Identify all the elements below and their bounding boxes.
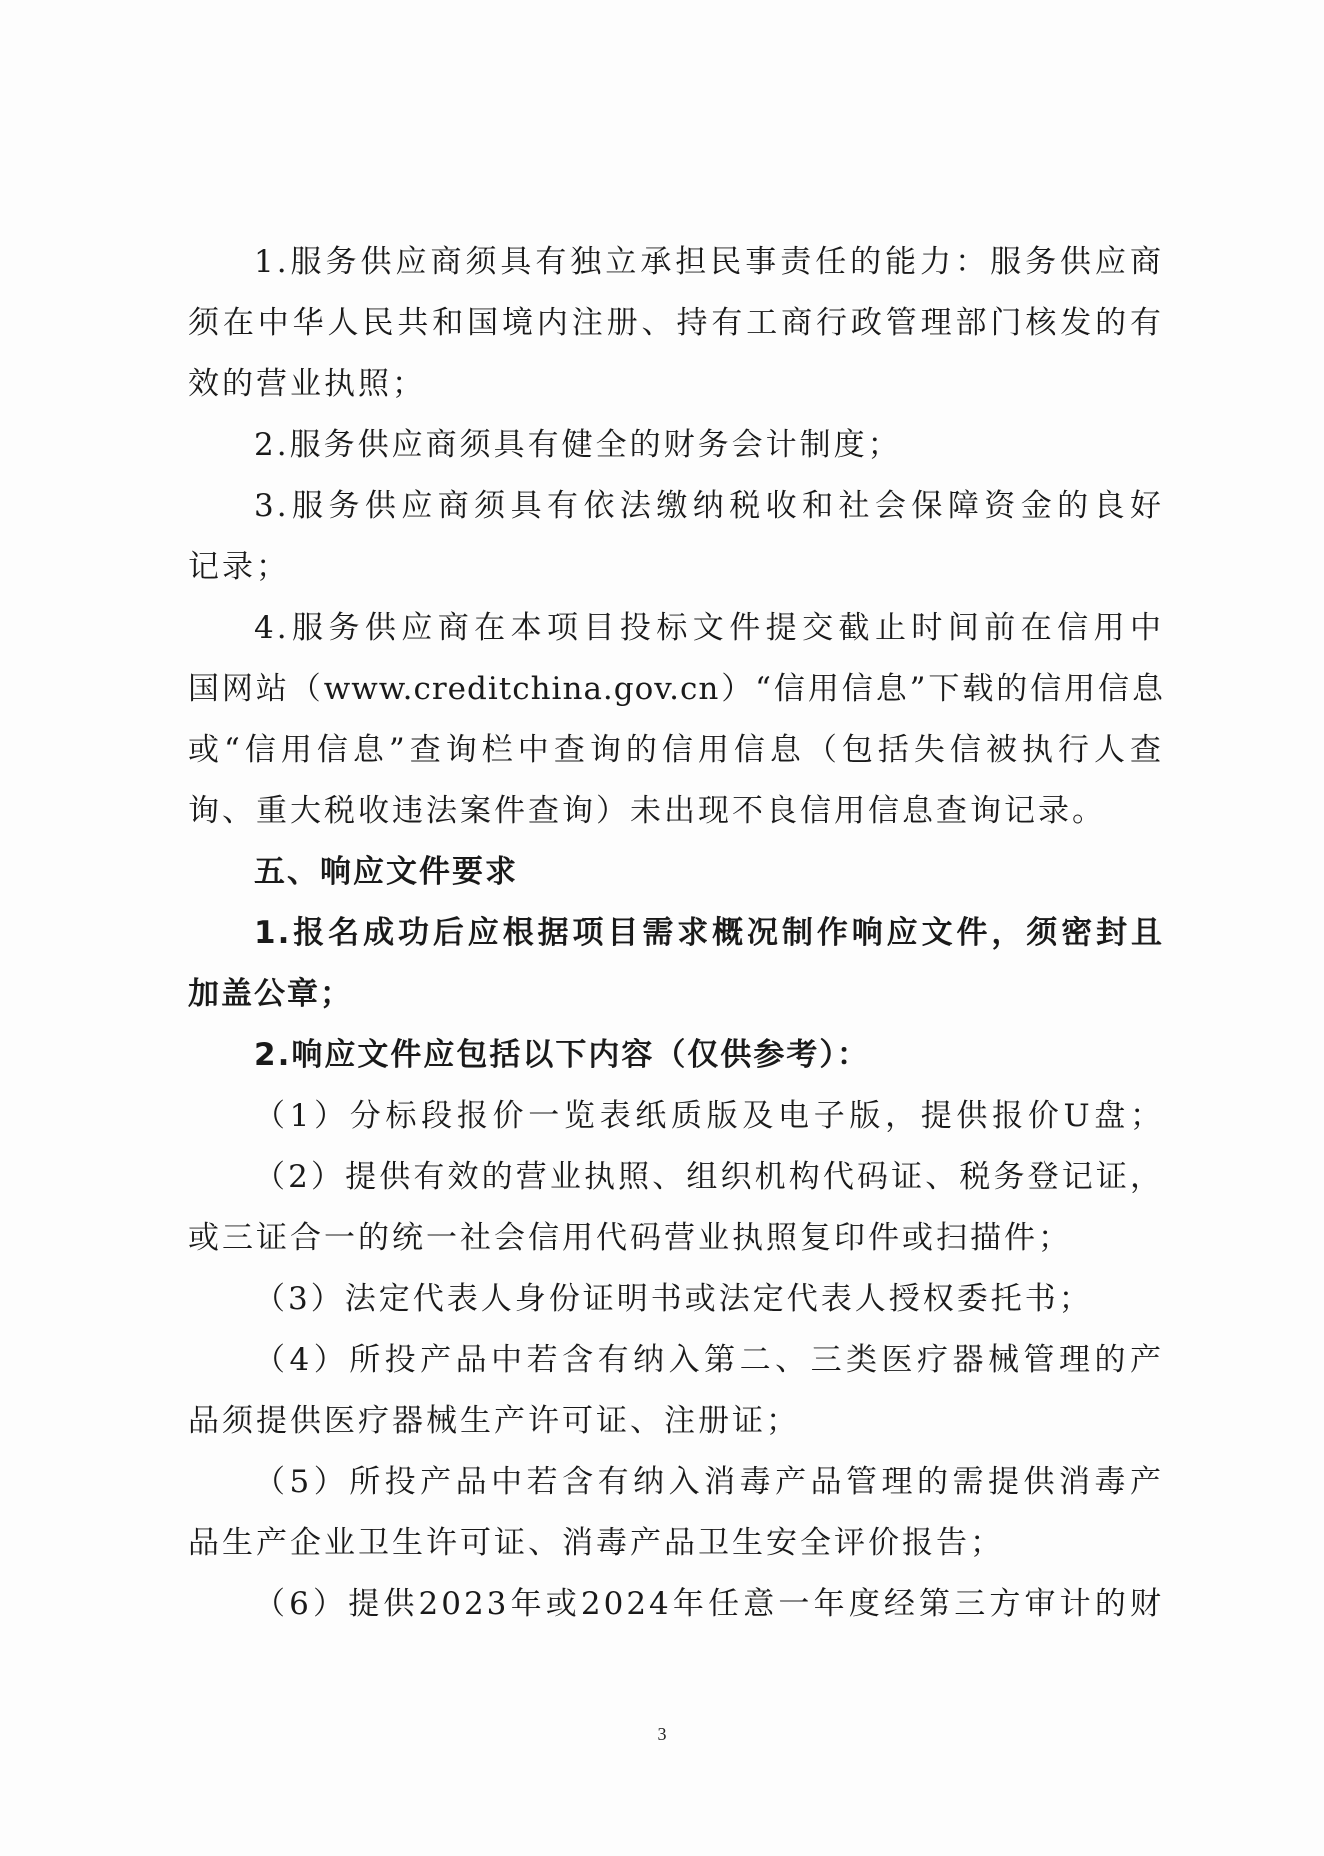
paragraph-line: 效的营业执照； [188, 366, 426, 402]
list-item-line: （1）分标段报价一览表纸质版及电子版，提供报价U盘； [254, 1098, 1164, 1134]
paragraph-line: 4.服务供应商在本项目投标文件提交截止时间前在信用中 [254, 610, 1164, 646]
list-item-line: （5）所投产品中若含有纳入消毒产品管理的需提供消毒产 [254, 1464, 1164, 1500]
list-item-line: 或三证合一的统一社会信用代码营业执照复印件或扫描件； [188, 1220, 1072, 1256]
paragraph-line: 记录； [188, 549, 290, 585]
list-item-line: （3）法定代表人身份证明书或法定代表人授权委托书； [254, 1281, 1093, 1317]
list-item-line: 品生产企业卫生许可证、消毒产品卫生安全评价报告； [188, 1525, 1004, 1561]
list-item-line: 品须提供医疗器械生产许可证、注册证； [188, 1403, 800, 1439]
paragraph-line: 国网站（www.creditchina.gov.cn）“信用信息”下载的信用信息 [188, 671, 1164, 707]
paragraph-line: 3.服务供应商须具有依法缴纳税收和社会保障资金的良好 [254, 488, 1164, 524]
section-heading: 五、响应文件要求 [254, 854, 518, 890]
list-item-line: （4）所投产品中若含有纳入第二、三类医疗器械管理的产 [254, 1342, 1164, 1378]
document-body [188, 232, 1164, 1635]
page-number: 3 [657, 1724, 667, 1744]
list-item-line: （6）提供2023年或2024年任意一年度经第三方审计的财 [254, 1586, 1164, 1622]
paragraph-line: 1.报名成功后应根据项目需求概况制作响应文件，须密封且 [254, 915, 1164, 951]
paragraph-line: 或“信用信息”查询栏中查询的信用信息（包括失信被执行人查 [188, 732, 1164, 768]
paragraph-line: 2.服务供应商须具有健全的财务会计制度； [254, 427, 902, 463]
paragraph-line: 询、重大税收违法案件查询）未出现不良信用信息查询记录。 [188, 793, 1106, 829]
paragraph-line: 加盖公章； [188, 976, 353, 1012]
paragraph-line: 须在中华人民共和国境内注册、持有工商行政管理部门核发的有 [188, 305, 1164, 341]
paragraph-line: 1.服务供应商须具有独立承担民事责任的能力：服务供应商 [254, 244, 1164, 280]
paragraph-line: 2.响应文件应包括以下内容（仅供参考）： [254, 1037, 870, 1073]
list-item-line: （2）提供有效的营业执照、组织机构代码证、税务登记证， [254, 1159, 1164, 1195]
